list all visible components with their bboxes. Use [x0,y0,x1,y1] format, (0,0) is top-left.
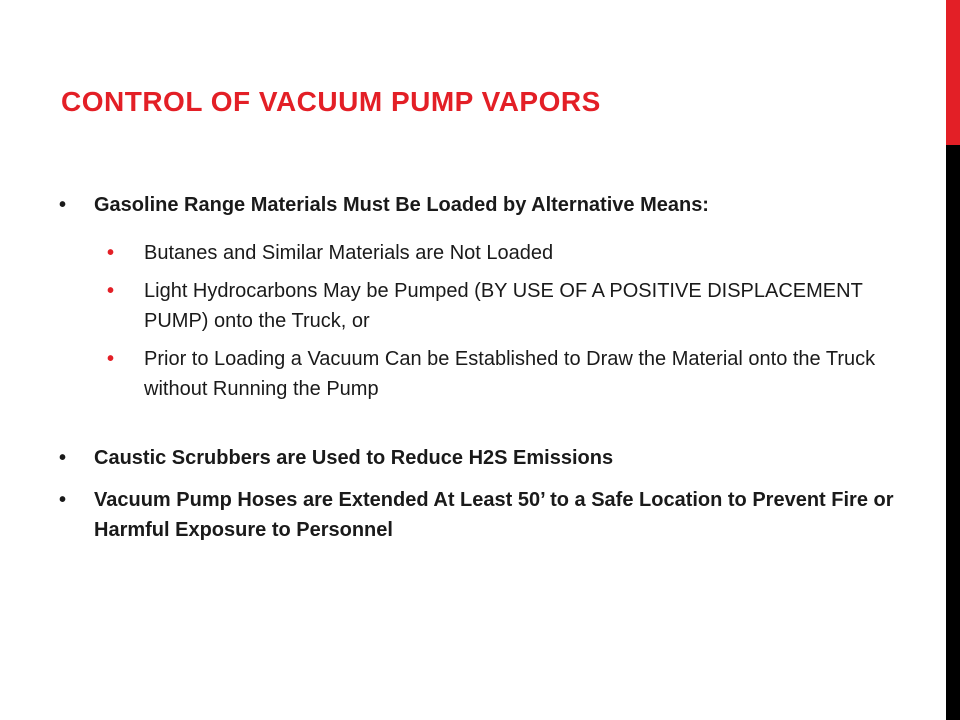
bullet-text: Gasoline Range Materials Must Be Loaded by Alternative Means: [94,194,709,216]
sub-bullet-light-hydrocarbons [57,276,907,336]
accent-bar-black [946,145,960,720]
sub-bullet-text: Prior to Loading a Vacuum Can be Established to Draw the Material onto the Truck without Running the Pump [144,348,876,400]
sub-bullet-text: Light Hydrocarbons May be Pumped (BY USE OF A POSITIVE DISPLACEMENT PUMP) onto the Truck, or [144,280,863,332]
sub-bullet-prior-to-loading [57,344,907,404]
sub-bullet-dot: • [107,348,115,370]
bullet-gasoline-range [57,190,834,220]
bullet-caustic-scrubbers [57,443,907,473]
slide-title: CONTROL OF VACUUM PUMP VAPORS [61,86,601,117]
bullet-dot: • [59,489,67,511]
sub-bullet-dot: • [107,280,115,302]
bullet-text: Vacuum Pump Hoses are Extended At Least 50’ to a Safe Location to Prevent Fire or Harmful Exposure to Personnel [94,489,894,541]
sub-bullet-text: Butanes and Similar Materials are Not Loaded [144,242,554,264]
accent-bar-red [946,0,960,145]
sub-bullet-butanes [57,238,907,268]
bullet-dot: • [59,447,67,469]
bullet-vacuum-pump-hoses [57,485,907,545]
slide-content [57,190,907,545]
bullet-dot: • [59,194,67,216]
sub-bullet-dot: • [107,242,115,264]
bullet-text: Caustic Scrubbers are Used to Reduce H2S Emissions [94,447,614,469]
